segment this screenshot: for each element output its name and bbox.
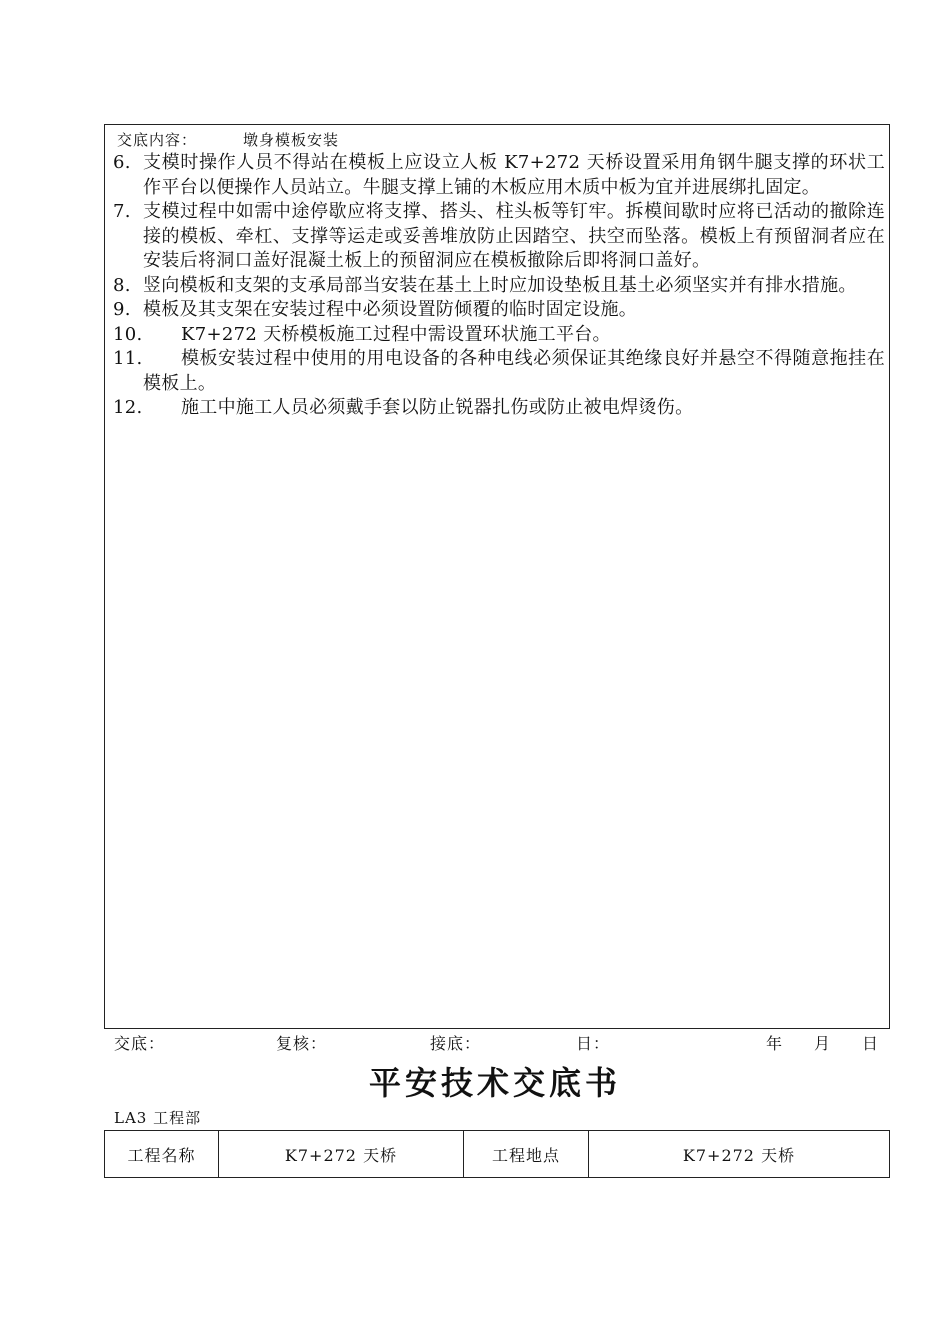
disclosure-content-box <box>104 124 890 1029</box>
subject-value: 墩身模板安装 <box>243 131 340 149</box>
item-text: 支模时操作人员不得站在模板上应设立人板 K7+272 天桥设置采用角钢牛腿支撑的环状工作平台以便操作人员站立。牛腿支撑上铺的木板应用木质中板为宜并进展绑扎固定。 <box>143 152 885 198</box>
department-label: LA3 工程部 <box>114 1109 202 1127</box>
received-by-label: 接底： <box>430 1034 482 1053</box>
item-text: 竖向模板和支架的支承局部当安装在基土上时应加设垫板且基土必须坚实并有排水措施。 <box>143 274 857 296</box>
year-label: 年 <box>766 1034 784 1053</box>
disclosed-by-label: 交底： <box>114 1034 166 1053</box>
table-row <box>105 1131 890 1178</box>
item-text: K7+272 天桥模板施工过程中需设置环状施工平台。 <box>181 323 611 345</box>
list-item <box>113 323 885 348</box>
item-text: 模板安装过程中使用的用电设备的各种电线必须保证其绝缘良好并悬空不得随意拖挂在模板上。 <box>143 348 885 394</box>
project-info-table <box>104 1130 890 1178</box>
list-item <box>113 274 885 299</box>
item-number: 6. <box>113 152 131 173</box>
project-name-value: K7+272 天桥 <box>219 1131 464 1178</box>
item-number: 11. <box>113 348 143 369</box>
project-location-value: K7+272 天桥 <box>589 1131 890 1178</box>
signature-row <box>114 1031 884 1055</box>
item-number: 12. <box>113 397 143 418</box>
item-text: 支模过程中如需中途停歇应将支撑、搭头、柱头板等钉牢。拆模间歇时应将已活动的撤除连接的模板、牵杠、支撑等运走或妥善堆放防止因踏空、扶空而坠落。模板上有预留洞者应在安装后将洞口盖好混凝土板上的预留洞应在模板撤除后即将洞口盖好。 <box>143 201 885 271</box>
item-number: 7. <box>113 201 131 222</box>
item-text: 模板及其支架在安装过程中必须设置防倾覆的临时固定设施。 <box>143 299 638 320</box>
date-label: 日： <box>576 1034 611 1053</box>
safety-items-list <box>113 151 885 421</box>
list-item <box>113 200 885 274</box>
month-label: 月 <box>814 1034 832 1053</box>
document-title: 平安技术交底书 <box>368 1064 621 1102</box>
subject-line <box>117 129 339 150</box>
list-item <box>113 151 885 200</box>
list-item <box>113 347 885 396</box>
item-number: 10. <box>113 323 143 345</box>
day-label: 日 <box>862 1034 880 1053</box>
project-location-label: 工程地点 <box>464 1131 589 1178</box>
project-name-label: 工程名称 <box>105 1131 219 1178</box>
item-number: 9. <box>113 299 131 320</box>
subject-label: 交底内容： <box>117 131 198 149</box>
item-text: 施工中施工人员必须戴手套以防止锐器扎伤或防止被电焊烫伤。 <box>181 397 694 418</box>
list-item <box>113 396 885 421</box>
item-number: 8. <box>113 274 131 296</box>
list-item <box>113 298 885 323</box>
reviewed-by-label: 复核： <box>276 1034 328 1053</box>
